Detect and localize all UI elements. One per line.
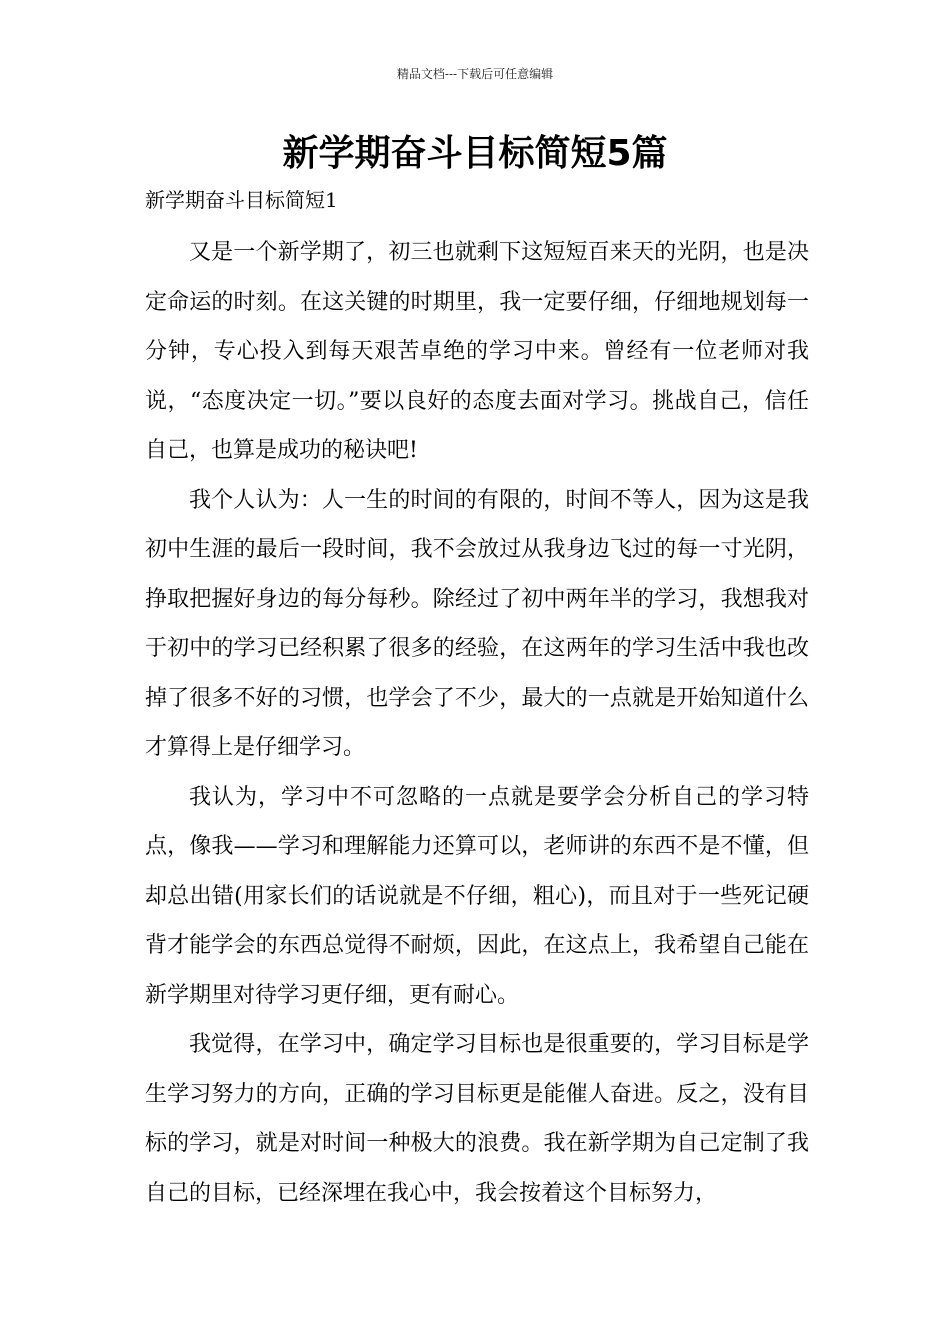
paragraph-4: 我觉得，在学习中，确定学习目标也是很重要的，学习目标是学生学习努力的方向，正确的学习目标更是能催人奋进。反之，没有目标的学习，就是对时间一种极大的浪费。我在新学期为自己定制了我自己的目标，已经深埋在我心中，我会按着这个目标努力， bbox=[145, 1032, 809, 1206]
body-text bbox=[145, 228, 809, 1218]
paragraph-1: 又是一个新学期了，初三也就剩下这短短百来天的光阴，也是决定命运的时刻。在这关键的时期里，我一定要仔细，仔细地规划每一分钟，专心投入到每天艰苦卓绝的学习中来。曾经有一位老师对我说，“态度决定一切。”要以良好的态度去面对学习。挑战自己，信任自己，也算是成功的秘诀吧! bbox=[145, 240, 809, 463]
paragraph-2: 我个人认为：人一生的时间的有限的，时间不等人，因为这是我初中生涯的最后一段时间，我不会放过从我身边飞过的每一寸光阴，挣取把握好身边的每分每秒。除经过了初中两年半的学习，我想我对于初中的学习已经积累了很多的经验，在这两年的学习生活中我也改掉了很多不好的习惯，也学会了不少，最大的一点就是开始知道什么才算得上是仔细学习。 bbox=[145, 487, 809, 760]
document-title: 新学期奋斗目标简短5篇 bbox=[282, 133, 668, 174]
header-note: 精品文档---下载后可任意编辑 bbox=[396, 67, 554, 81]
paragraph-3: 我认为，学习中不可忽略的一点就是要学会分析自己的学习特点，像我——学习和理解能力还算可以，老师讲的东西不是不懂，但却总出错(用家长们的话说就是不仔细，粗心)，而且对于一些死记硬背才能学会的东西总觉得不耐烦，因此，在这点上，我希望自己能在新学期里对待学习更仔细，更有耐心。 bbox=[145, 784, 809, 1008]
section-subheading: 新学期奋斗目标简短1 bbox=[145, 188, 338, 212]
